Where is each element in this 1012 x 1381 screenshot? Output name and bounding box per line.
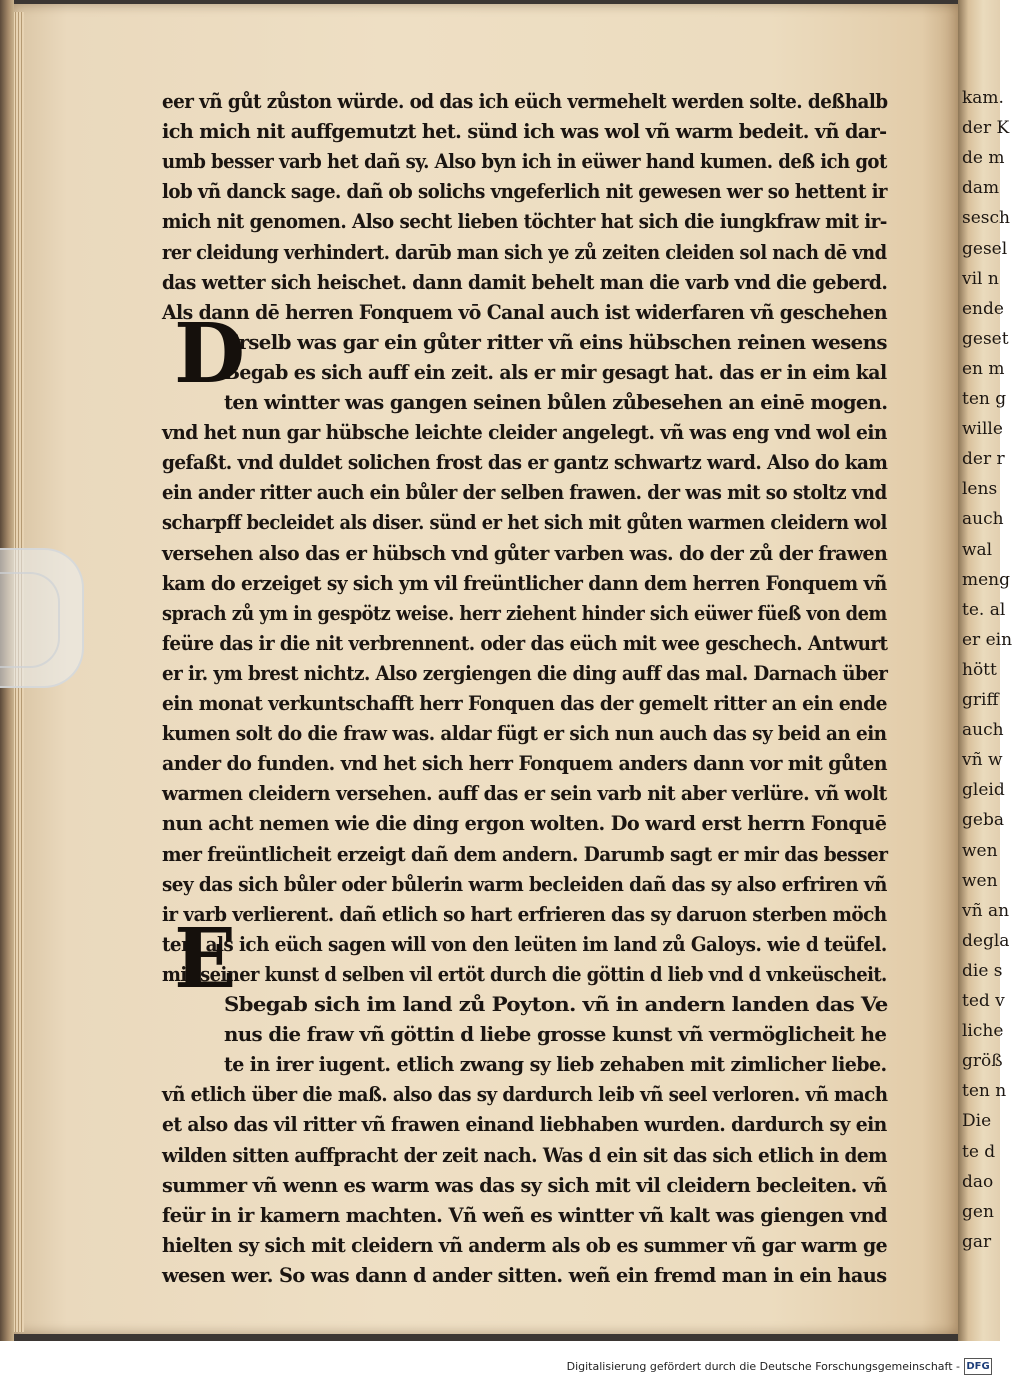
drop-initial-e: E [174,911,237,1007]
adjacent-page-text-fragment: der K [962,118,1010,139]
text-line: ein ander ritter auch ein bůler der selben frawen. der was mit so stoltz vnd [162,481,887,505]
text-line: mich nit genomen. Also secht lieben töchter hat sich die iungkfraw mit ir- [162,210,887,234]
adjacent-page-text-fragment: sesch [962,208,1010,229]
adjacent-page-text-fragment: wille [962,419,1003,440]
text-line: Als dann dē herren Fonquem vō Canal auch ist widerfaren vñ geschehen [162,300,887,324]
text-line: hielten sy sich mit cleidern vñ anderm als ob es summer vñ gar warm ge [162,1233,887,1257]
adjacent-page-text-fragment: ten n [962,1081,1007,1102]
adjacent-page-text-fragment: dam [962,178,1000,199]
adjacent-page-text-fragment: dao [962,1171,994,1192]
text-line: wesen wer. So was dann d ander sitten. weñ ein fremd man in ein haus [162,1263,887,1287]
text-line: feür in ir kamern machten. Vñ weñ es wintter vñ kalt was giengen vnd [162,1203,887,1227]
adjacent-page-text-fragment: auch [962,720,1004,741]
funding-credit: Digitalisierung gefördert durch die Deutsche Forschungsgemeinschaft - [566,1360,960,1373]
text-line: ander do funden. vnd het sich herr Fonquem anders dann vor mit gůten [162,752,887,776]
text-line: et also das vil ritter vñ frawen einand liebhaben wurden. dardurch sy ein [162,1113,887,1137]
text-line: ten wintter was gangen seinen bůlen zůbesehen an einē mogen. [224,391,888,414]
adjacent-page-text-fragment: gen [962,1201,994,1222]
text-line: ich mich nit auffgemutzt het. sünd ich was wol vñ warm bedeit. vñ dar- [162,120,887,144]
text-line: kam do erzeiget sy sich ym vil freüntlicher dann dem herren Fonquem vñ [162,571,887,595]
adjacent-page-edge [958,0,1012,1341]
adjacent-page-text-fragment: ende [962,298,1004,319]
adjacent-page-text-fragment: gar [962,1231,992,1252]
text-line: gefaßt. vnd duldet solichen frost das er gantz schwartz ward. Also do kam [162,451,888,475]
text-line: das wetter sich heischet. dann damit behelt man die varb vnd die geberd. [162,270,888,294]
text-line: sprach zů ym in gespötz weise. herr ziehent hinder sich eüwer füeß von dem [162,601,887,625]
text-line: sey das sich bůler oder bůlerin warm becleiden dañ das sy also erfriren vñ [162,872,887,896]
adjacent-page-text-fragment: hött [962,659,997,680]
text-line: ir varb verlierent. dañ etlich so hart erfrieren das sy daruon sterben möch [162,902,887,926]
text-line: umb besser varb het dañ sy. Also byn ich in eüwer hand kumen. deß ich got [162,150,887,174]
text-line: vnd het nun gar hübsche leichte cleider angelegt. vñ was eng vnd wol ein [162,421,887,445]
text-line: Begab es sich auff ein zeit. als er mir gesagt hat. das er in eim kal [224,360,887,384]
adjacent-page-text-fragment: kam. [962,88,1004,108]
text-line: er ir. ym brest nichtz. Also zergiengen die ding auff das mal. Darnach über [162,661,888,685]
text-line: versehen also das er hübsch vnd gůter varben was. do der zů der frawen [162,541,888,565]
adjacent-page-text-fragment: gleid [962,780,1005,801]
adjacent-page-text-fragment: de m [962,148,1005,169]
adjacent-page-text-fragment: gesel [962,238,1008,259]
adjacent-page-text-fragment: en m [962,358,1005,379]
adjacent-page-text-fragment: wen [962,870,998,891]
adjacent-page-text-fragment: te. al [962,599,1006,620]
adjacent-page-text-fragment: ted v [962,991,1005,1011]
drop-initial-d: D [174,306,246,402]
text-line: rer cleidung verhindert. darūb man sich ye zů zeiten cleiden sol nach dē vnd [162,240,887,264]
text-line: Erselb was gar ein gůter ritter vñ eins hübschen reinen wesens [224,330,887,354]
text-line: vñ etlich über die maß. also das sy dardurch leib vñ seel verloren. vñ mach [162,1083,888,1107]
text-line: kumen solt do die fraw was. aldar fügt er sich nun auch das sy beid an ein [162,722,887,746]
text-line: scharpff becleidet als diser. sünd er het sich mit gůten warmen cleidern wol [162,511,887,535]
adjacent-page-text-fragment: degla [962,930,1010,951]
adjacent-page-text-fragment: wen [962,840,998,861]
adjacent-page-text-fragment: der r [962,449,1005,470]
text-line: Sbegab sich im land zů Poyton. vñ in andern landen das Ve [224,993,888,1016]
adjacent-page-text-fragment: größ [962,1051,1003,1072]
adjacent-page-text-fragment: auch [962,509,1004,530]
text-line: wilden sitten auffpracht der zeit nach. Was d ein sit das sich etlich in dem [162,1143,887,1167]
text-line: warmen cleidern versehen. auff das er sein varb nit aber verlüre. vñ wolt [162,782,887,806]
book-page [10,4,960,1334]
adjacent-page-text-fragment: griff [962,690,999,710]
text-line: eer vñ gůt zůston würde. od das ich eüch vermehelt werden solte. deßhalb [162,90,888,113]
adjacent-page-text-fragment: ten g [962,389,1007,409]
text-line: te in irer iugent. etlich zwang sy lieb zehaben mit zimlicher liebe. [224,1053,887,1077]
adjacent-page-text-fragment: vñ an [962,900,1010,921]
adjacent-page-text-fragment: Die [962,1111,992,1132]
adjacent-page-text-fragment: die s [962,960,1003,981]
adjacent-page-text-fragment: vñ w [962,750,1003,771]
adjacent-page-text-fragment: wal [962,539,993,560]
adjacent-page-text-fragment: vil n [962,268,999,289]
adjacent-page-text-fragment: lens [962,479,998,500]
text-line: nun acht nemen wie die ding ergon wolten. Do ward erst herrn Fonquē [162,812,887,836]
page-clip-inner [0,572,60,668]
text-line: lob vñ danck sage. dañ ob solichs vngeferlich nit gewesen wer so hettent ir [162,180,887,204]
footer-bar [0,1341,1000,1381]
adjacent-page-text-fragment: er ein [962,629,1012,650]
text-line: nus die fraw vñ göttin d liebe grosse kunst vñ vermöglicheit he [224,1023,887,1047]
text-line: mit seiner kunst d selben vil ertöt durch die göttin d lieb vnd d vnkeüscheit. [162,962,887,986]
text-line: ein monat verkuntschafft herr Fonquen das der gemelt ritter an ein ende [162,692,887,715]
text-line: mer freüntlicheit erzeigt dañ dem andern. Darumb sagt er mir das besser [162,842,888,866]
text-line: feüre das ir die nit verbrennent. oder das eüch mit wee geschech. Antwurt [162,631,888,655]
adjacent-page-text-fragment: liche [962,1021,1004,1042]
dfg-logo: DFG [964,1358,992,1375]
adjacent-page-text-fragment: geba [962,810,1004,831]
text-line: summer vñ wenn es warm was das sy sich mit vil cleidern becleiten. vñ [162,1173,887,1197]
adjacent-page-text-fragment: te d [962,1141,996,1162]
adjacent-page-text-fragment: geset [962,328,1009,349]
text-line: ten. als ich eüch sagen will von den leüten im land zů Galoys. wie d teüfel. [162,932,887,956]
adjacent-page-text-fragment: meng [962,569,1011,590]
